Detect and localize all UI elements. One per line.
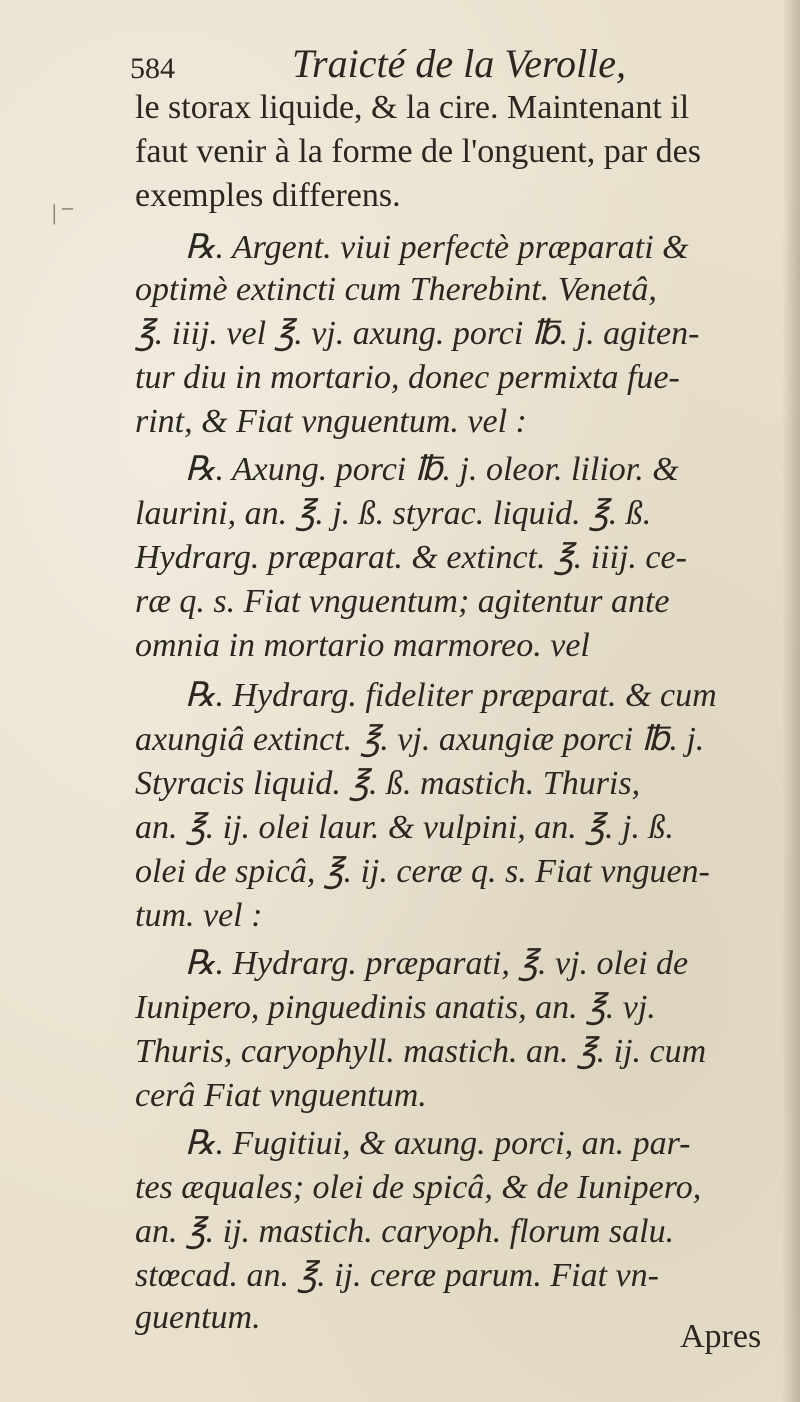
text-line: axungiâ extinct. ℥. vj. axungiæ porci ℔. j.: [135, 721, 705, 758]
text-line: rint, & Fiat vnguentum. vel :: [135, 403, 527, 440]
text-line: faut venir à la forme de l'onguent, par des: [135, 133, 701, 170]
text-line: exemples differens.: [135, 177, 401, 214]
text-line: Hydrarg. præparat. & extinct. ℥. iiij. ce-: [135, 539, 687, 576]
text-line: olei de spicâ, ℥. ij. ceræ q. s. Fiat vnguen-: [135, 853, 710, 890]
page-edge-shadow: [782, 0, 800, 1402]
text-line: le storax liquide, & la cire. Maintenant il: [135, 89, 690, 126]
text-line: guentum.: [135, 1299, 261, 1336]
text-line: an. ℥. ij. mastich. caryoph. florum salu.: [135, 1213, 675, 1250]
text-line: cerâ Fiat vnguentum.: [135, 1077, 427, 1114]
text-line: ræ q. s. Fiat vnguentum; agitentur ante: [135, 583, 670, 620]
text-line: ℞. Axung. porci ℔. j. oleor. lilior. &: [185, 451, 679, 488]
text-line: ℞. Fugitiui, & axung. porci, an. par-: [185, 1125, 691, 1162]
text-line: Styracis liquid. ℥. ß. mastich. Thuris,: [135, 765, 641, 802]
text-line: tur diu in mortario, donec permixta fue-: [135, 359, 680, 396]
text-line: ℞. Hydrarg. præparati, ℥. vj. olei de: [185, 945, 689, 982]
text-line: ℥. iiij. vel ℥. vj. axung. porci ℔. j. agiten-: [135, 315, 700, 352]
text-line: ℞. Hydrarg. fideliter præparat. & cum: [185, 677, 717, 714]
text-line: Thuris, caryophyll. mastich. an. ℥. ij. cum: [135, 1033, 707, 1070]
text-line: laurini, an. ℥. j. ß. styrac. liquid. ℥. ß.: [135, 495, 652, 532]
running-title: Traicté de la Verolle,: [292, 41, 627, 86]
margin-mark: |: [52, 200, 57, 225]
text-line: optimè extincti cum Therebint. Venetâ,: [135, 271, 657, 308]
margin-dash: –: [62, 194, 73, 219]
text-line: tes æquales; olei de spicâ, & de Iunipero,: [135, 1169, 702, 1206]
text-line: an. ℥. ij. olei laur. & vulpini, an. ℥. j. ß.: [135, 809, 674, 846]
text-line: stœcad. an. ℥. ij. ceræ parum. Fiat vn-: [135, 1257, 659, 1294]
catchword: Apres: [680, 1318, 762, 1355]
text-line: omnia in mortario marmoreo. vel: [135, 627, 590, 664]
text-line: tum. vel :: [135, 897, 263, 934]
text-line: ℞. Argent. viui perfectè præparati &: [185, 229, 689, 266]
text-line: Iunipero, pinguedinis anatis, an. ℥. vj.: [135, 989, 656, 1026]
page-number: 584: [130, 52, 175, 85]
